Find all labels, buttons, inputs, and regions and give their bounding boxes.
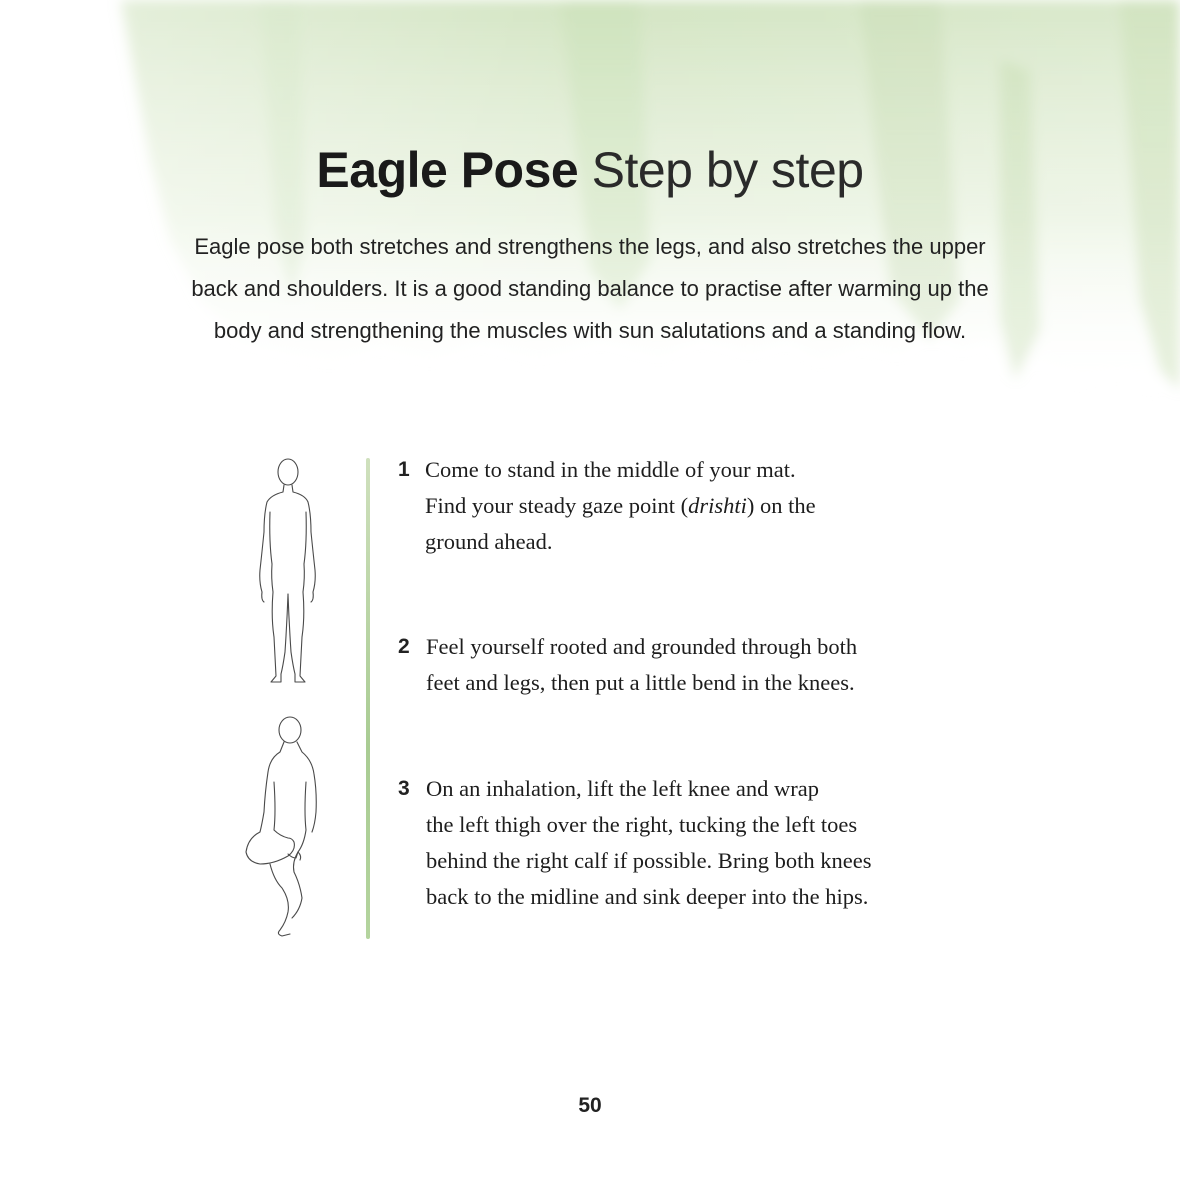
step-number: 3 [398, 777, 410, 800]
step-number: 2 [398, 635, 410, 658]
intro-line: Eagle pose both stretches and strengthens the legs, and also stretches the upper [194, 234, 986, 259]
step-line: behind the right calf if possible. Bring both knees [426, 848, 872, 873]
eagle-pose-figure-illustration [240, 712, 330, 940]
intro-line: body and strengthening the muscles with sun salutations and a standing flow. [213, 318, 967, 343]
intro-paragraph [130, 226, 1050, 352]
step-line: the left thigh over the right, tucking the left toes [426, 812, 858, 837]
step-text [398, 452, 958, 560]
vertical-divider [366, 458, 370, 939]
step-line: Come to stand in the middle of your mat. [425, 457, 796, 482]
page-number: 50 [578, 1094, 602, 1117]
step-text [398, 629, 958, 701]
standing-figure-illustration [245, 452, 325, 688]
step-line: Find your steady gaze point (drishti) on the [425, 493, 816, 518]
step-text [398, 771, 958, 915]
step-line: Feel yourself rooted and grounded through both [426, 634, 858, 659]
intro-line: back and shoulders. It is a good standing balance to practise after warming up the [191, 276, 989, 301]
page-title [0, 138, 1180, 202]
step-line: On an inhalation, lift the left knee and wrap [426, 776, 819, 801]
title-pose-name: Eagle Pose [316, 142, 579, 198]
step-1 [398, 452, 958, 560]
step-number: 1 [398, 458, 410, 481]
step-line: back to the midline and sink deeper into the hips. [426, 884, 869, 909]
step-3 [398, 771, 958, 915]
title-subtitle: Step by step [591, 142, 864, 198]
step-line: ground ahead. [425, 529, 553, 554]
step-2 [398, 629, 958, 701]
drishti-term: drishti [688, 493, 747, 518]
step-line: feet and legs, then put a little bend in the knees. [426, 670, 855, 695]
